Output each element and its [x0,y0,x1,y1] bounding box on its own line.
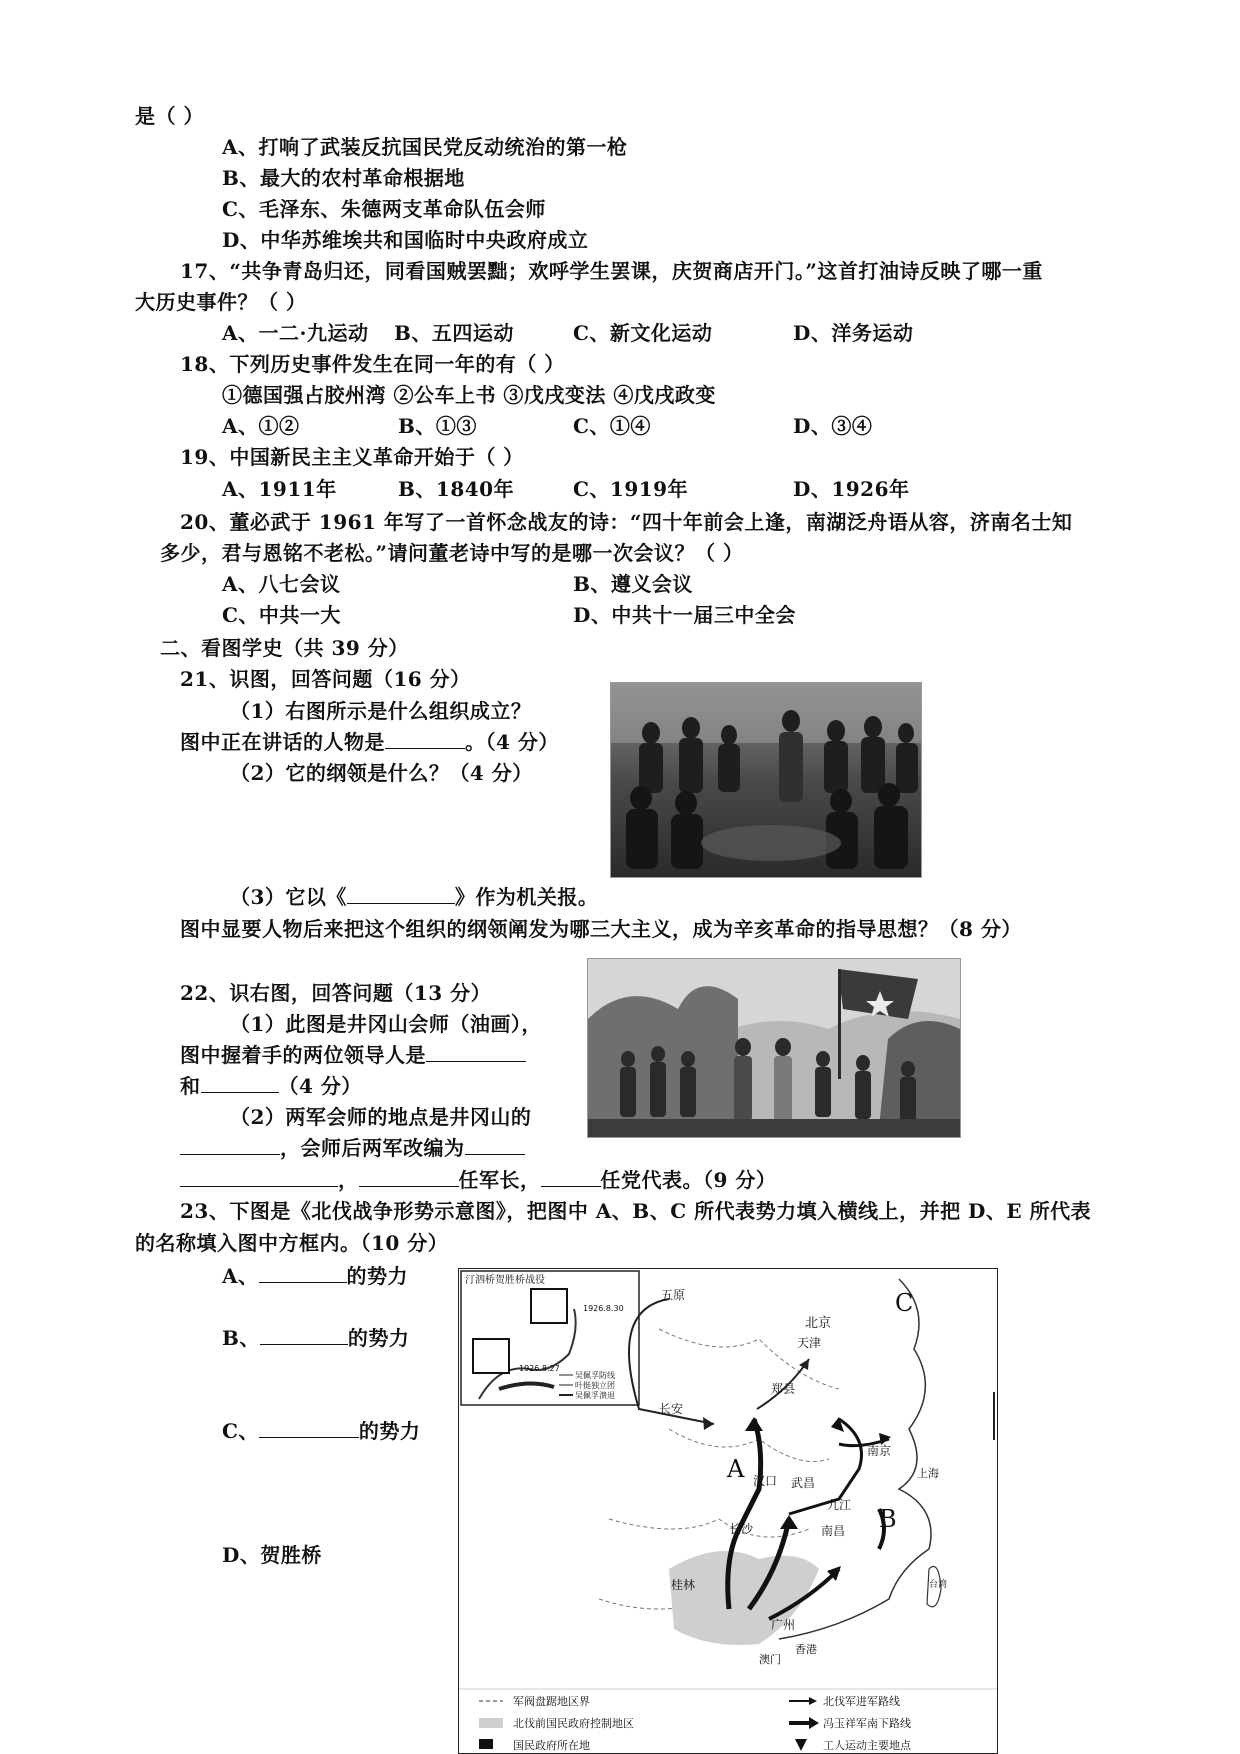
q22-comma: ， [338,1168,359,1192]
legend-labor-movement: 工人运动主要地点 [823,1739,911,1752]
city-shanghai: 上海 [917,1467,939,1480]
northern-expedition-map [458,1268,998,1754]
q18-items: ①德国强占胶州湾 ②公车上书 ③戊戌变法 ④戊戌政变 [222,383,716,407]
q22-part2-leaders [180,1167,776,1193]
q22-part2: （2）两军会师的地点是井冈山的 [230,1105,532,1129]
page-mark [993,1392,995,1440]
q23-a-label: A、 [222,1264,259,1288]
q22-reorganized-text: ，会师后两军改编为 [280,1136,465,1160]
inset-legend-1: 吴佩孚防线 [575,1371,615,1380]
q22-party-rep-text: 任党代表。（9 分） [600,1168,777,1192]
city-changsha: 长沙 [729,1522,754,1536]
q22-and-text: 和 [180,1074,201,1098]
city-wuyuan: 五原 [661,1288,686,1302]
q18-option-a: A、①② [222,414,300,438]
q22-party-rep-blank[interactable] [541,1168,601,1187]
kmt-controlled-area [669,1551,819,1645]
section-heading: 二、看图学史（共 39 分） [160,636,409,660]
q23-a-blank[interactable] [259,1264,347,1283]
q17-stem-line1: 17、“共争青岛归还，同看国贼罢黜；欢呼学生罢课，庆贺商店开门。”这首打油诗反映了哪一重 [180,259,1043,283]
q17-option-d: D、洋务运动 [793,321,914,345]
q16-stem-tail: 是（ ） [135,104,204,128]
city-aomen: 澳门 [759,1653,781,1666]
q21-speaker-prefix: 图中正在讲话的人物是 [180,730,385,754]
q21-part4: 图中显要人物后来把这个组织的纲领阐发为哪三大主义，成为辛亥革命的指导思想？（8 分） [180,917,1022,941]
q21-newspaper-prefix: （3）它以《 [230,885,347,909]
q22-leader1-blank[interactable] [426,1043,526,1062]
q19-stem: 19、中国新民主主义革命开始于（ ） [180,445,524,469]
q22-part1-leaders [180,1042,526,1068]
q19-option-d: D、1926年 [793,477,910,501]
q23-c-label: C、 [222,1419,259,1443]
q21-part1-speaker [180,729,559,755]
map-label-b: B [879,1505,897,1533]
inset-legend-2: 叶挺独立团 [575,1381,615,1390]
q23-answer-c [222,1418,420,1444]
q17-option-a: A、一二·九运动 [222,321,369,345]
q18-stem: 18、下列历史事件发生在同一年的有（ ） [180,352,565,376]
legend-feng-route: 冯玉祥军南下路线 [823,1717,911,1730]
q23-b-label: B、 [222,1326,260,1350]
q22-commander-blank[interactable] [359,1168,459,1187]
box-d[interactable] [531,1289,567,1323]
q23-answer-d: D、贺胜桥 [222,1543,322,1567]
q22-title: 22、识右图，回答问题（13 分） [180,981,492,1005]
q21-newspaper-suffix: 》作为机关报。 [454,885,599,909]
q22-part1-and [180,1073,362,1099]
q16-option-b: B、最大的农村革命根据地 [222,166,465,190]
q22-army-blank[interactable] [465,1136,525,1155]
q18-option-c: C、①④ [573,414,651,438]
jinggangshan-painting [587,958,961,1138]
q20-option-b: B、遵义会议 [573,572,693,596]
q21-speaker-suffix: 。（4 分） [465,730,559,754]
inset-title: 汀泗桥贺胜桥战役 [465,1275,545,1286]
q20-stem-line2: 多少，君与恩铭不老松。”请问董老诗中写的是哪一次会议？（ ） [160,541,744,565]
q20-option-c: C、中共一大 [222,603,341,627]
city-taiwan: 台湾 [929,1580,948,1590]
legend-warlord-border: 军阀盘踞地区界 [513,1695,590,1708]
inset-legend-3: 吴佩孚溃退 [575,1391,615,1400]
q22-score-4: （4 分） [278,1074,362,1098]
q23-answer-a [222,1263,408,1289]
city-changan: 长安 [659,1402,684,1416]
q16-option-d: D、中华苏维埃共和国临时中央政府成立 [222,228,589,252]
q17-stem-line2: 大历史事件？（ ） [135,290,307,314]
q23-stem-line1: 23、下图是《北伐战争形势示意图》，把图中 A、B、C 所代表势力填入横线上，并把 D、E 所代表 [180,1199,1092,1223]
q16-option-c: C、毛泽东、朱德两支革命队伍会师 [222,197,546,221]
q19-option-a: A、1911年 [222,477,337,501]
q17-option-c: C、新文化运动 [573,321,713,345]
q20-stem-line1: 20、董必武于 1961 年写了一首怀念战友的诗：“四十年前会上逢，南湖泛舟语从容，济南名士知 [180,510,1073,534]
party-founding-photo [610,682,922,878]
q19-option-b: B、1840年 [398,477,515,501]
city-nanchang: 南昌 [821,1524,846,1538]
city-xianggang: 香港 [795,1643,817,1656]
city-zhengzhou: 郑县 [771,1382,796,1396]
q21-speaker-blank[interactable] [385,730,465,749]
q22-part2-location [180,1135,525,1161]
box-e[interactable] [473,1339,509,1373]
map-label-a: A [727,1455,745,1483]
q21-part1: （1）右图所示是什么组织成立？ [230,699,532,723]
q22-commander-text: 任军长， [458,1168,541,1192]
city-beijing: 北京 [805,1316,832,1331]
q22-leaders-prefix: 图中握着手的两位领导人是 [180,1043,426,1067]
q22-location-blank[interactable] [180,1136,280,1155]
q20-option-a: A、八七会议 [222,572,341,596]
q23-b-blank[interactable] [260,1326,348,1345]
q16-option-a: A、打响了武装反抗国民党反动统治的第一枪 [222,135,628,159]
q23-a-suffix: 的势力 [346,1264,409,1288]
city-hankou: 汉口 [753,1474,778,1488]
legend-kmt-area: 北伐前国民政府控制地区 [513,1717,634,1730]
inset-date-1: 1926.8.30 [583,1304,624,1313]
q22-part1: （1）此图是井冈山会师（油画）， [230,1012,542,1036]
q18-option-b: B、①③ [398,414,477,438]
q22-army-name-blank[interactable] [180,1168,338,1187]
q21-title: 21、识图，回答问题（16 分） [180,667,471,691]
city-nanjing: 南京 [867,1444,892,1458]
q23-b-suffix: 的势力 [347,1326,410,1350]
legend-expedition-route: 北伐军进军路线 [823,1695,900,1708]
q23-c-blank[interactable] [259,1419,359,1438]
q20-option-d: D、中共十一届三中全会 [573,603,796,627]
legend-government-seat: 国民政府所在地 [513,1739,590,1752]
q21-part3 [230,884,598,910]
q17-option-b: B、五四运动 [394,321,514,345]
q22-leader2-blank[interactable] [201,1074,279,1093]
map-label-c: C [895,1289,914,1317]
city-wuchang: 武昌 [791,1476,816,1490]
q23-stem-line2: 的名称填入图中方框内。（10 分） [135,1231,449,1255]
q23-c-suffix: 的势力 [358,1419,421,1443]
q19-option-c: C、1919年 [573,477,689,501]
city-tianjin: 天津 [797,1336,822,1350]
city-jiujiang: 九江 [827,1498,852,1512]
city-guilin: 桂林 [671,1578,696,1592]
q21-part2: （2）它的纲领是什么？（4 分） [230,761,533,785]
q21-newspaper-blank[interactable] [347,885,455,904]
inset-date-2: 1926.8.27 [519,1364,560,1373]
q23-answer-b [222,1325,409,1351]
city-guangzhou: 广州 [771,1618,796,1632]
q18-option-d: D、③④ [793,414,873,438]
